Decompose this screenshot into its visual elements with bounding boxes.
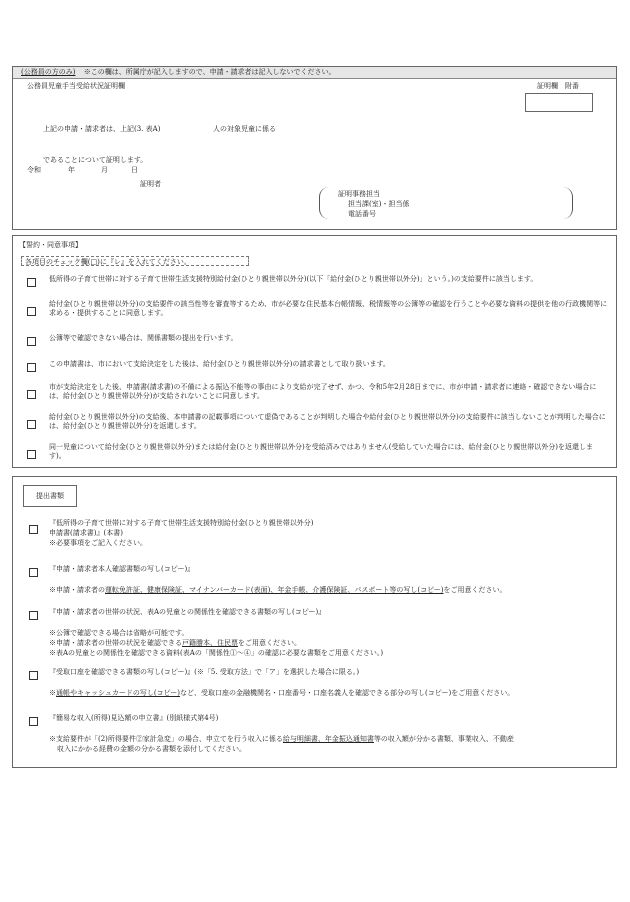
stamp-number-field[interactable] bbox=[525, 93, 593, 112]
official-only-tag: (公務員の方のみ) bbox=[21, 68, 76, 76]
consent-checkbox[interactable] bbox=[27, 390, 36, 399]
consent-item-text: 公簿等で確認できない場合は、関係書類の提出を行います。 bbox=[49, 334, 238, 342]
consent-checkbox[interactable] bbox=[27, 450, 36, 459]
consent-checkbox[interactable] bbox=[27, 363, 36, 372]
certifier-label: 証明者 bbox=[140, 180, 161, 188]
consent-checkbox[interactable] bbox=[27, 278, 36, 287]
doc5-note-2: 収入にかかる経費の金額の分かる書類を添付してください。 bbox=[57, 745, 246, 753]
doc3-note-2: ※申請・請求者の世帯の状況を確認できる戸籍謄本、住民票をご用意ください。 bbox=[49, 639, 301, 647]
consent-checkbox[interactable] bbox=[27, 420, 36, 429]
doc2-note: ※申請・請求者の運転免許証、健康保険証、マイナンバーカード(表面)、年金手帳、介護保険証、パスポート等の写し(コピー)をご用意ください。 bbox=[49, 586, 507, 594]
doc4-title: 『受取口座を確認できる書類の写し(コピー)』(※「5. 受取方法」で「ア」を選択した場合に限る。) bbox=[49, 668, 360, 676]
consent-instruction: 各項目のチェック欄(□)に『レ』を入れてください。 bbox=[21, 256, 249, 266]
documents-title: 提出書類 bbox=[23, 485, 77, 507]
consent-item-text: この申請書は、市において支給決定をした後は、給付金(ひとり親世帯以外分)の請求書として取り扱います。 bbox=[49, 360, 390, 368]
doc5-title: 『簡易な収入(所得)見込額の申立書』(別紙様式第4号) bbox=[49, 714, 219, 722]
official-section-title: 公務員児童手当受給状況証明欄 bbox=[27, 82, 125, 90]
office-title: 証明事務担当 bbox=[338, 190, 380, 198]
consent-section bbox=[12, 235, 617, 468]
date-year: 年 bbox=[68, 166, 75, 174]
doc3-note-1: ※公簿で確認できる場合は省略が可能です。 bbox=[49, 629, 189, 637]
doc3-title: 『申請・請求者の世帯の状況、表Aの児童との関係性を確認できる書類の写し(コピー)』 bbox=[49, 608, 326, 616]
consent-title: 【誓約・同意事項】 bbox=[19, 241, 82, 249]
official-header-note: ※この欄は、所属庁が記入しますので、申請・請求者は記入しないでください。 bbox=[83, 68, 336, 76]
doc3-note-3: ※表Aの児童との関係性を確認できる資料(表Aの「関係性①～④」の確認に必要な書類をご用意ください。) bbox=[49, 649, 384, 657]
doc2-title: 『申請・請求者本人確認書類の写し(コピー)』 bbox=[49, 565, 195, 573]
official-certification-section bbox=[12, 66, 617, 230]
certify-line-1a: 上記の申請・請求者は、上記(3. 表A) bbox=[43, 125, 161, 133]
office-dept: 担当課(室)・担当係 bbox=[348, 200, 410, 208]
doc1-note: ※必要事項をご記入ください。 bbox=[49, 539, 147, 547]
consent-item-text: 低所得の子育て世帯に対する子育て世帯生活支援特別給付金(ひとり親世帯以外分)(以下「給付金(ひとり親世帯以外分)」という。)の支給要件に該当します。 bbox=[49, 275, 538, 283]
date-month: 月 bbox=[101, 166, 108, 174]
office-phone: 電話番号 bbox=[348, 210, 376, 218]
documents-section bbox=[12, 476, 617, 768]
date-day: 日 bbox=[131, 166, 138, 174]
consent-checkbox[interactable] bbox=[27, 307, 36, 316]
document-checkbox[interactable] bbox=[29, 568, 38, 577]
consent-item-text: 市が支給決定をした後、申請書(請求書)の不備による振込不能等の事由により支給が完了せず、かつ、令和5年2月28日までに、市が申請・請求者に連絡・確認できない場合には、給付金(ひとり親世帯以外分)が支給されないことに同意します。 bbox=[49, 383, 597, 401]
official-header-bar bbox=[13, 67, 616, 79]
doc1-title-line2: 申請書(請求書)』(本書) bbox=[49, 529, 123, 537]
date-era: 令和 bbox=[27, 166, 41, 174]
consent-item-text: 給付金(ひとり親世帯以外分)の支給後、本申請書の記載事項について虚偽であることが判明した場合や給付金(ひとり親世帯以外分)の支給要件に該当しないことが判明した場合には、給付金(ひとり親世帯以外分)を返還します。 bbox=[49, 413, 606, 431]
doc5-note-1: ※支給要件が「(2)所得要件②家計急変」の場合、申立てを行う収入に係る給与明細書、年金振込通知書等の収入額が分かる書類、事業収入、不動産 bbox=[49, 735, 514, 743]
document-checkbox[interactable] bbox=[29, 671, 38, 680]
consent-item-text: 給付金(ひとり親世帯以外分)の支給要件の該当性等を審査等するため、市が必要な住民基本台帳情報、税情報等の公簿等の確認を行うことや必要な資料の提供を他の行政機関等に求める・提供することに同意します。 bbox=[49, 300, 608, 318]
document-checkbox[interactable] bbox=[29, 611, 38, 620]
consent-checkbox[interactable] bbox=[27, 337, 36, 346]
certify-line-1b: 人の対象児童に係る bbox=[213, 125, 276, 133]
doc4-note: ※通帳やキャッシュカードの写し(コピー)など、受取口座の金融機関名・口座番号・口座名義人を確認できる部分の写し(コピー)をご用意ください。 bbox=[49, 689, 515, 697]
consent-item-text: 同一児童について給付金(ひとり親世帯以外分)または給付金(ひとり親世帯以外分)を受給済みではありません(受給していた場合には、給付金(ひとり親世帯以外分)を返還します)。 bbox=[49, 443, 593, 461]
certify-line-2: であることについて証明します。 bbox=[43, 156, 148, 164]
document-checkbox[interactable] bbox=[29, 717, 38, 726]
stamp-label: 証明欄 附番 bbox=[537, 82, 579, 90]
document-checkbox[interactable] bbox=[29, 525, 38, 534]
doc1-title-line1: 『低所得の子育て世帯に対する子育て世帯生活支援特別給付金(ひとり親世帯以外分) bbox=[49, 519, 314, 527]
